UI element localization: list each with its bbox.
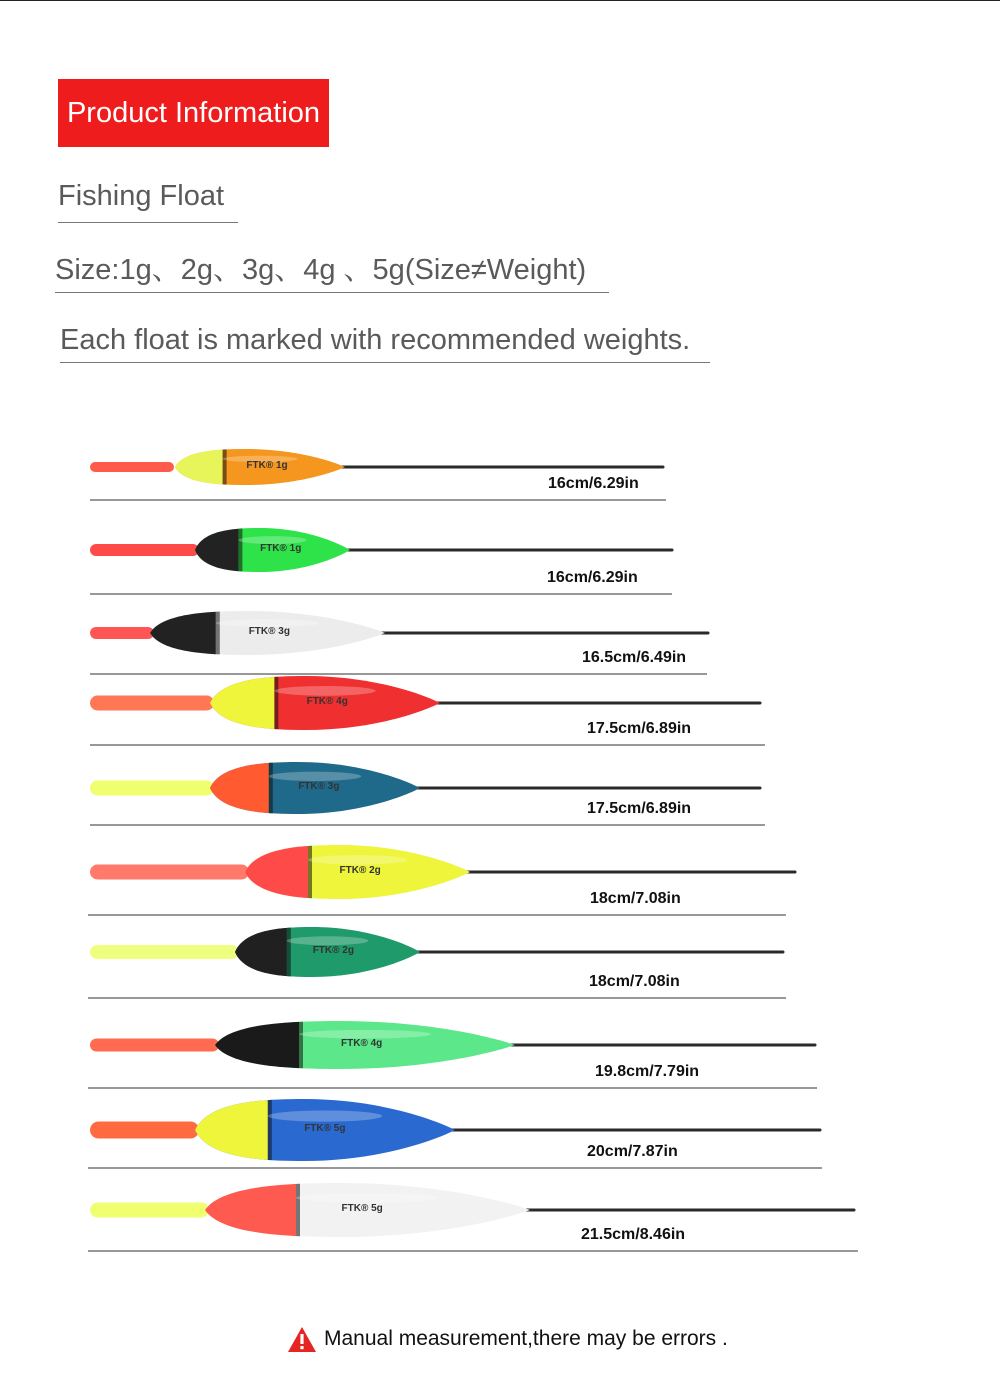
float-length-label: 16cm/6.29in xyxy=(547,569,638,586)
float-7 xyxy=(88,927,786,998)
float-highlight xyxy=(308,855,407,865)
float-collar xyxy=(205,1183,296,1237)
float-collar xyxy=(210,762,269,814)
warning-triangle-icon xyxy=(287,1326,317,1353)
float-brand-mark: FTK® 3g xyxy=(248,626,290,637)
float-antenna xyxy=(90,462,174,472)
float-highlight xyxy=(269,772,361,781)
float-collar xyxy=(175,449,223,485)
float-band xyxy=(268,1099,272,1161)
float-collar xyxy=(235,927,287,977)
float-9 xyxy=(88,1099,822,1168)
float-brand-mark: FTK® 2g xyxy=(312,945,354,956)
float-length-label: 16cm/6.29in xyxy=(548,475,639,492)
float-length-label: 18cm/7.08in xyxy=(589,973,680,990)
float-antenna xyxy=(90,1203,209,1218)
float-brand-mark: FTK® 2g xyxy=(339,865,381,876)
float-antenna xyxy=(90,1122,199,1139)
product-name: Fishing Float xyxy=(58,176,238,223)
float-band xyxy=(238,528,242,572)
float-length-label: 18cm/7.08in xyxy=(590,890,681,907)
float-band xyxy=(296,1183,300,1237)
float-band xyxy=(223,449,227,485)
float-length-label: 21.5cm/8.46in xyxy=(581,1226,686,1243)
disclaimer-text: Manual measurement,there may be errors . xyxy=(324,1327,728,1350)
float-band xyxy=(308,845,312,899)
float-length-label: 17.5cm/6.89in xyxy=(587,800,692,817)
float-collar xyxy=(245,845,308,899)
float-collar xyxy=(195,528,238,572)
float-band xyxy=(269,762,273,814)
float-brand-mark: FTK® 5g xyxy=(341,1203,383,1214)
float-6 xyxy=(88,845,795,915)
float-band xyxy=(216,611,220,655)
float-brand-mark: FTK® 4g xyxy=(341,1038,383,1049)
float-collar xyxy=(195,1099,268,1161)
float-brand-mark: FTK® 1g xyxy=(246,460,288,471)
float-brand-mark: FTK® 5g xyxy=(304,1123,346,1134)
float-collar xyxy=(210,676,274,730)
float-length-label: 20cm/7.87in xyxy=(587,1143,678,1160)
float-brand-mark: FTK® 3g xyxy=(298,781,340,792)
float-collar xyxy=(150,611,216,655)
float-8 xyxy=(88,1021,817,1088)
float-antenna xyxy=(90,781,214,796)
float-length-label: 16.5cm/6.49in xyxy=(582,649,687,666)
float-band xyxy=(299,1021,303,1069)
float-antenna xyxy=(90,544,199,556)
float-antenna xyxy=(90,865,249,880)
float-antenna xyxy=(90,945,239,959)
float-band xyxy=(287,927,291,977)
float-antenna xyxy=(90,1039,219,1052)
float-antenna xyxy=(90,627,154,639)
float-highlight xyxy=(268,1110,382,1121)
size-line: Size:1g、2g、3g、4g 、5g(Size≠Weight) xyxy=(55,250,609,293)
float-10 xyxy=(88,1183,858,1251)
float-antenna xyxy=(90,696,214,711)
float-brand-mark: FTK® 1g xyxy=(260,543,302,554)
weights-note: Each float is marked with recommended weights. xyxy=(60,320,710,363)
float-highlight xyxy=(296,1193,439,1203)
float-length-label: 17.5cm/6.89in xyxy=(587,720,692,737)
float-collar xyxy=(215,1021,299,1069)
float-band xyxy=(274,676,278,730)
float-brand-mark: FTK® 4g xyxy=(306,696,348,707)
product-information-badge: Product Information xyxy=(58,79,329,147)
float-highlight xyxy=(287,936,368,945)
measurement-disclaimer xyxy=(287,1323,728,1355)
float-highlight xyxy=(274,686,375,696)
float-length-label: 19.8cm/7.79in xyxy=(595,1063,700,1080)
